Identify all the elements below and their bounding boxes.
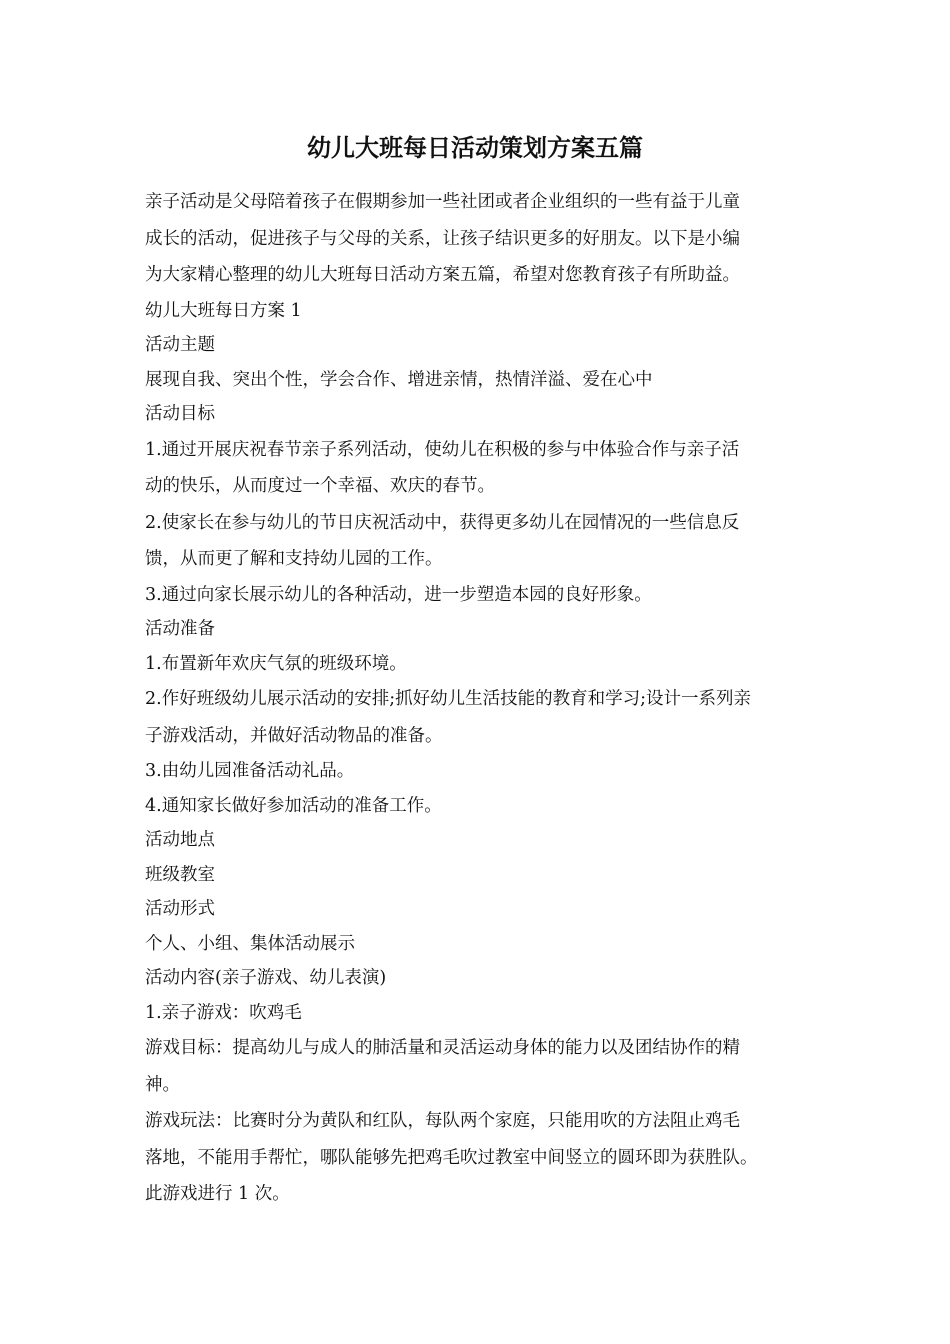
paragraph xyxy=(145,823,810,858)
paragraph xyxy=(145,184,810,294)
paragraph-line: 班级教室 xyxy=(145,864,215,885)
paragraph-line: 3.通过向家长展示幼儿的各种活动，进一步塑造本园的良好形象。 xyxy=(145,584,652,605)
paragraph-line: 亲子活动是父母陪着孩子在假期参加一些社团或者企业组织的一些有益于儿童 xyxy=(145,192,740,212)
paragraph xyxy=(145,789,810,824)
paragraph xyxy=(145,363,810,398)
paragraph xyxy=(145,647,810,682)
paragraph xyxy=(145,892,810,927)
document-title: 幼儿大班每日活动策划方案五篇 xyxy=(307,133,643,162)
paragraph-line: 3.由幼儿园准备活动礼品。 xyxy=(145,761,355,781)
paragraph xyxy=(145,397,810,432)
paragraph xyxy=(145,996,810,1031)
paragraph-line: 馈，从而更了解和支持幼儿园的工作。 xyxy=(145,549,443,569)
paragraph xyxy=(145,432,810,505)
paragraph-line: 活动目标 xyxy=(145,404,215,424)
paragraph-line: 活动地点 xyxy=(145,830,215,850)
paragraph xyxy=(145,858,810,893)
paragraph xyxy=(145,505,810,578)
paragraph xyxy=(145,1030,810,1103)
paragraph-line: 游戏玩法：比赛时分为黄队和红队，每队两个家庭，只能用吹的方法阻止鸡毛 xyxy=(145,1111,740,1131)
paragraph-line: 活动准备 xyxy=(145,619,215,639)
paragraph xyxy=(145,612,810,647)
paragraph-line: 此游戏进行 1 次。 xyxy=(145,1184,290,1204)
paragraph xyxy=(145,578,810,613)
paragraph-line: 为大家精心整理的幼儿大班每日活动方案五篇，希望对您教育孩子有所助益。 xyxy=(145,265,740,285)
paragraph-line: 幼儿大班每日方案 1 xyxy=(145,300,302,321)
paragraph-line: 落地，不能用手帮忙，哪队能够先把鸡毛吹过教室中间竖立的圆环即为获胜队。 xyxy=(145,1147,758,1168)
paragraph-line: 游戏目标：提高幼儿与成人的肺活量和灵活运动身体的能力以及团结协作的精 xyxy=(145,1038,740,1058)
paragraph xyxy=(145,294,810,329)
paragraph-line: 1.布置新年欢庆气氛的班级环境。 xyxy=(145,653,407,674)
paragraph-line: 个人、小组、集体活动展示 xyxy=(145,933,355,954)
paragraph-line: 活动形式 xyxy=(145,899,215,919)
paragraph-line: 动的快乐，从而度过一个幸福、欢庆的春节。 xyxy=(145,476,495,496)
document-body xyxy=(145,184,810,1213)
paragraph xyxy=(145,1103,810,1213)
paragraph-line: 神。 xyxy=(145,1074,180,1095)
paragraph xyxy=(145,754,810,789)
paragraph-line: 子游戏活动，并做好活动物品的准备。 xyxy=(145,725,443,746)
paragraph-line: 展现自我、突出个性，学会合作、增进亲情，热情洋溢、爱在心中 xyxy=(145,369,653,390)
paragraph-line: 成长的活动，促进孩子与父母的关系，让孩子结识更多的好朋友。以下是小编 xyxy=(145,228,740,249)
paragraph xyxy=(145,681,810,754)
paragraph-line: 1.亲子游戏：吹鸡毛 xyxy=(145,1002,302,1023)
paragraph-line: 2.使家长在参与幼儿的节日庆祝活动中，获得更多幼儿在园情况的一些信息反 xyxy=(145,512,740,533)
paragraph-line: 2.作好班级幼儿展示活动的安排;抓好幼儿生活技能的教育和学习;设计一系列亲 xyxy=(145,689,751,709)
paragraph-line: 活动内容(亲子游戏、幼儿表演) xyxy=(145,968,387,988)
paragraph-line: 活动主题 xyxy=(145,335,215,355)
paragraph xyxy=(145,961,810,996)
paragraph-line: 4.通知家长做好参加活动的准备工作。 xyxy=(145,795,442,816)
paragraph-line: 1.通过开展庆祝春节亲子系列活动，使幼儿在积极的参与中体验合作与亲子活 xyxy=(145,439,740,460)
paragraph xyxy=(145,927,810,962)
paragraph xyxy=(145,328,810,363)
